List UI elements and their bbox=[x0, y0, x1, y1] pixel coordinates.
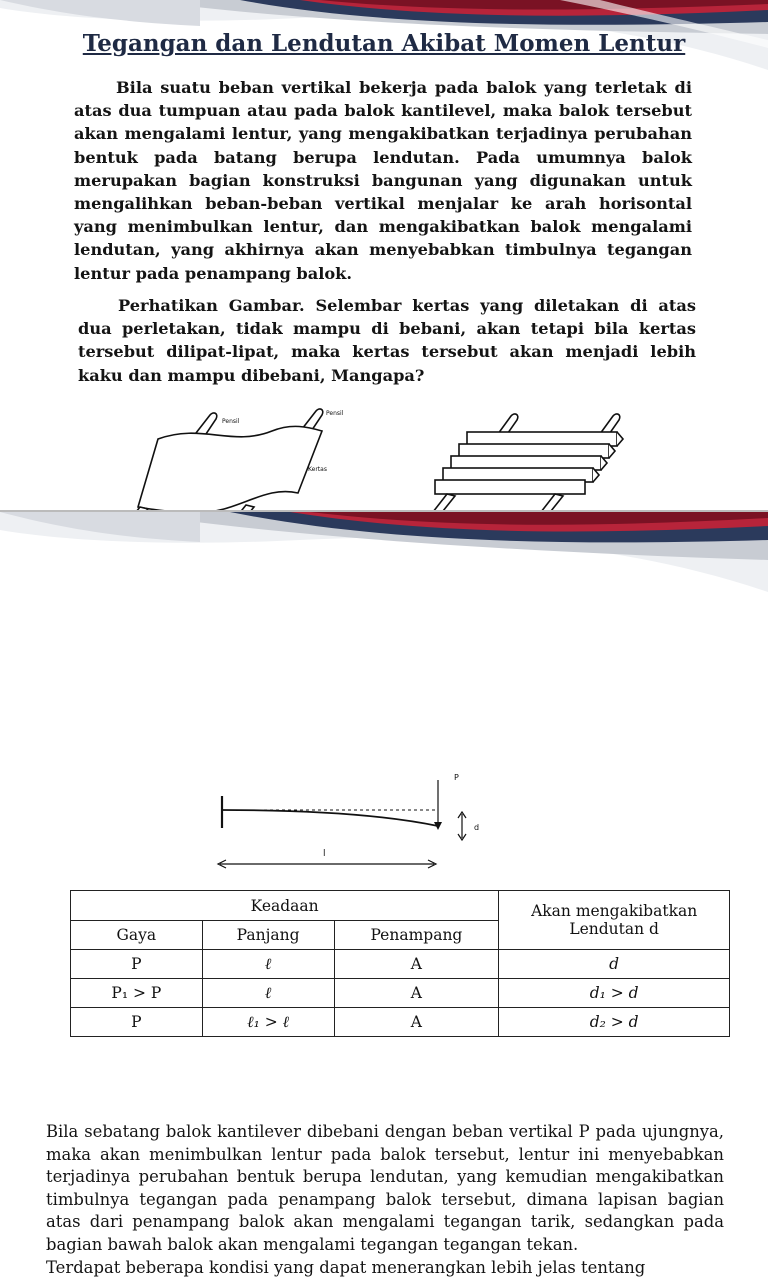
cell-penampang: A bbox=[334, 979, 499, 1008]
fold-5 bbox=[435, 480, 585, 494]
paragraph-figure-note: Perhatikan Gambar. Selembar kertas yang diletakan di atas dua perletakan, tidak mampu di bebani, akan tetapi bila kertas tersebut dilipat-lipat, maka kertas tersebut akan menjadi lebih kaku dan mampu dibebani, Mangapa? bbox=[78, 296, 696, 385]
label-length-l: l bbox=[323, 849, 326, 859]
cell-gaya: P bbox=[71, 1008, 203, 1037]
table-header-gaya: Gaya bbox=[71, 921, 203, 950]
conditions-table bbox=[70, 890, 730, 1037]
cell-gaya: P₁ > P bbox=[71, 979, 203, 1008]
label-deflection-d: d bbox=[474, 823, 480, 832]
cell-lendutan: d₂ > d bbox=[499, 1008, 730, 1037]
label-pensil-right: Pensil bbox=[326, 410, 344, 417]
paragraph-cantilever-body: Bila sebatang balok kantilever dibebani dengan beban vertikal P pada ujungnya, maka akan menimbulkan lentur pada balok tersebut, lentur ini menyebabkan terjadinya perubahan bentuk berupa lendutan, yang kemudian mengakibatkan timbulnya tegangan pada penampang balok tersebut, dimana lapisan bagian atas dari penampang balok akan mengalami tegangan tarik, sedangkan pada bagian bawah balok akan mengalami tegangan tegangan tekan. bbox=[46, 1122, 724, 1254]
cell-panjang: ℓ bbox=[202, 950, 334, 979]
paragraph-intro: Bila suatu beban vertikal bekerja pada balok yang terletak di atas dua tumpuan atau pada balok kantilevel, maka balok tersebut akan mengalami lentur, yang mengakibatkan terjadinya perubahan bentuk pada batang berupa lendutan. Pada umumnya balok merupakan bagian konstruksi bangunan yang digunakan untuk mengalihkan beban-beban vertikal menjalar ke arah horisontal yang menimbulkan lentur, dan mengakibatkan balok mengalami lendutan, yang akhirnya akan menyebabkan timbulnya tegangan lentur pada penampang balok. bbox=[74, 78, 692, 283]
cell-lendutan: d bbox=[499, 950, 730, 979]
slide-1 bbox=[0, 0, 768, 512]
cell-panjang: ℓ bbox=[202, 979, 334, 1008]
cantilever-beam-diagram bbox=[210, 770, 500, 880]
fold-edge-1 bbox=[617, 432, 623, 446]
cell-panjang: ℓ₁ > ℓ bbox=[202, 1008, 334, 1037]
label-kertas: Kertas bbox=[308, 466, 327, 473]
cell-penampang: A bbox=[334, 1008, 499, 1037]
folded-paper-figure bbox=[425, 408, 635, 523]
paragraph-cantilever bbox=[46, 1121, 724, 1279]
header-swoosh-decoration bbox=[0, 512, 768, 592]
beam-deflected-shape bbox=[222, 810, 438, 826]
table-header-penampang: Penampang bbox=[334, 921, 499, 950]
paper-sheet bbox=[138, 426, 322, 512]
label-load-p: P bbox=[454, 773, 459, 782]
cell-penampang: A bbox=[334, 950, 499, 979]
paragraph-conditions: Terdapat beberapa kondisi yang dapat menerangkan lebih jelas tentang bbox=[46, 1257, 646, 1277]
table-row bbox=[71, 979, 730, 1008]
page-title: Tegangan dan Lendutan Akibat Momen Lentur bbox=[82, 30, 686, 57]
label-pensil-left: Pensil bbox=[222, 418, 240, 425]
cell-gaya: P bbox=[71, 950, 203, 979]
table-header-result: Akan mengakibatkan Lendutan d bbox=[499, 891, 730, 950]
table-header-keadaan: Keadaan bbox=[71, 891, 499, 921]
table-row bbox=[71, 950, 730, 979]
table-row bbox=[71, 1008, 730, 1037]
table-header-panjang: Panjang bbox=[202, 921, 334, 950]
cell-lendutan: d₁ > d bbox=[499, 979, 730, 1008]
